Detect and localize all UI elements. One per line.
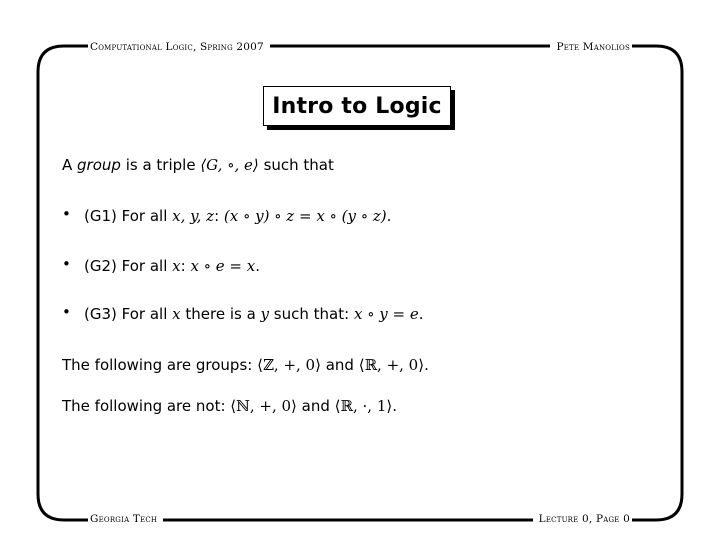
nongroups-math-n: ⟨ℕ, +, 0⟩ [230, 397, 297, 415]
group-definition [62, 155, 334, 175]
axiom-math: x ∘ y = e [353, 305, 419, 323]
axiom-text: . [418, 305, 424, 323]
nongroups-math-r: ⟨ℝ, ·, 1⟩ [334, 397, 393, 415]
axiom-text: (G3) For all [84, 305, 173, 323]
groups-math-r: ⟨ℝ, +, 0⟩ [358, 356, 425, 374]
axiom-text: (G1) For all [84, 207, 173, 225]
groups-post: . [424, 356, 429, 374]
axiom-math: y [260, 305, 270, 323]
slide-title: Intro to Logic [272, 93, 442, 119]
header-author: Pete Manolios [550, 41, 632, 53]
header-course: Computational Logic, Spring 2007 [88, 41, 270, 53]
footer-lecture-page: Lecture 0, Page 0 [533, 513, 632, 525]
axiom-text: (G2) For all [84, 257, 173, 275]
axiom-math: x [172, 305, 181, 323]
axiom-math: x ∘ e = x [190, 257, 256, 275]
axiom-text: . [386, 207, 392, 225]
axiom-g2 [84, 256, 260, 276]
intro-post: such that [258, 156, 334, 174]
axiom-g1 [84, 206, 391, 226]
title-box [263, 86, 451, 126]
intro-mid: is a triple [120, 156, 201, 174]
footer-institution: Georgia Tech [88, 513, 163, 525]
intro-pre: A [62, 156, 78, 174]
nongroups-mid: and [296, 397, 335, 415]
groups-pre: The following are groups: [62, 356, 258, 374]
axiom-g3 [84, 304, 424, 324]
bullet-icon: • [62, 303, 71, 321]
axiom-text: : [180, 257, 191, 275]
bullet-icon: • [62, 205, 71, 223]
axiom-math: x [172, 257, 181, 275]
nongroups-examples [62, 396, 397, 416]
axiom-text: : [214, 207, 224, 225]
intro-term: group [77, 156, 121, 174]
axiom-text: . [255, 257, 261, 275]
bullet-icon: • [62, 255, 71, 273]
axiom-text: there is a [180, 305, 261, 323]
groups-mid: and [320, 356, 359, 374]
axiom-math: x, y, z [172, 207, 215, 225]
axiom-text: such that: [269, 305, 354, 323]
axiom-math: (x ∘ y) ∘ z = x ∘ (y ∘ z) [223, 207, 387, 225]
groups-examples [62, 355, 429, 375]
groups-math-z: ⟨ℤ, +, 0⟩ [257, 356, 321, 374]
intro-math: ⟨G, ∘, e⟩ [200, 156, 259, 174]
nongroups-pre: The following are not: [62, 397, 231, 415]
nongroups-post: . [392, 397, 397, 415]
